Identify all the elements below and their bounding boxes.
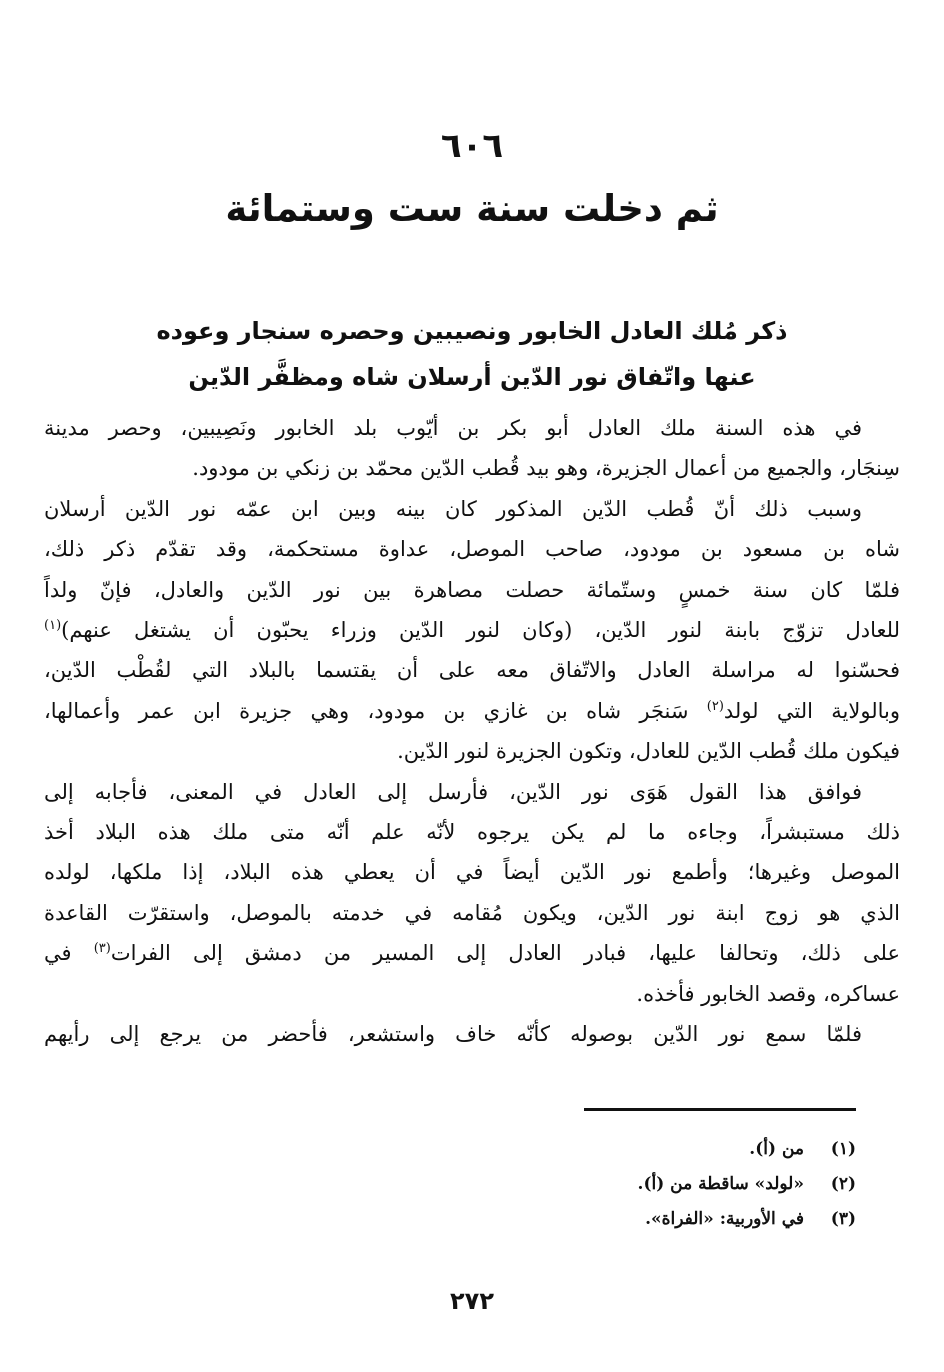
text-line: الذي هو زوج ابنة نور الدّين، ويكون مُقامه في خدمته بالموصل، واستقرّت القاعدة <box>44 900 900 925</box>
footnote <box>336 1167 856 1202</box>
text-line <box>44 691 900 731</box>
footnote <box>336 1132 856 1167</box>
text-line: وسبب ذلك أنّ قُطب الدّين المذكور كان بينه وبين ابن عمّه نور الدّين أرسلان <box>44 496 862 521</box>
footnote-text: «لولد» ساقطة من (أ). <box>637 1174 804 1194</box>
text-line: فيكون ملك قُطب الدّين للعادل، وتكون الجزيرة لنور الدّين. <box>397 739 900 764</box>
paragraph <box>44 408 900 489</box>
body-text <box>44 408 900 1055</box>
text-line: ذلك مستبشراً، وجاءه ما لم يكن يرجوه لأنّه علم أنّه متى ملك هذه البلاد أخذ <box>44 820 900 845</box>
footnote <box>336 1202 856 1237</box>
footnote-ref[interactable]: (٢) <box>706 698 724 714</box>
text-segment: وبالولاية التي لولد <box>723 698 900 723</box>
footnote-ref[interactable]: (١) <box>44 618 62 634</box>
section-title <box>120 308 824 400</box>
text-segment: سَنجَر شاه بن غازي بن مودود، وهي جزيرة ابن عمر وأعمالها، <box>44 698 707 723</box>
footnote-number: (٣) <box>830 1209 856 1229</box>
footnote-number: (١) <box>830 1139 856 1159</box>
text-line: شاه بن مسعود بن مودود، صاحب الموصل، عداوة مستحكمة، وقد تقدّم ذكر ذلك، <box>44 537 900 562</box>
text-line: فوافق هذا القول هَوَى نور الدّين، فأرسل إلى العادل في المعنى، فأجابه إلى <box>44 779 862 804</box>
text-line: سِنجَار، والجميع من أعمال الجزيرة، وهو بيد قُطب الدّين محمّد بن زنكي بن مودود. <box>192 456 900 481</box>
page-number: ٢٧٢ <box>450 1287 494 1315</box>
text-line: الموصل وغيرها؛ وأطمع نور الدّين أيضاً في أن يعطي هذه البلاد، إذا ملكها، لولده <box>44 860 900 885</box>
paragraph <box>44 1014 900 1054</box>
footnote-ref[interactable]: (٣) <box>93 941 111 957</box>
text-line <box>44 933 900 973</box>
footnote-text: في الأوربية: «الفراة». <box>645 1209 804 1229</box>
paragraph <box>44 772 900 1014</box>
footnote-divider <box>584 1108 856 1111</box>
text-line: فحسّنوا له مراسلة العادل والاتّفاق معه على أن يقتسما بالبلاد التي لقُطْب الدّين، <box>44 658 900 683</box>
chapter-title: ثم دخلت سنة ست وستمائة <box>225 187 719 230</box>
text-segment: للعادل تزوّج بابنة لنور الدّين، (وكان لنور الدّين وزراء يحبّون أن يشتغل عنهم) <box>61 618 900 643</box>
text-line: في هذه السنة ملك العادل أبو بكر بن أيّوب بلد الخابور ونَصِيبين، وحصر مدينة <box>44 416 862 440</box>
section-title-line: عنها واتّفاق نور الدّين أرسلان شاه ومظفَّر الدّين <box>188 363 756 391</box>
footnotes <box>336 1132 856 1237</box>
text-line: فلمّا كان سنة خمسٍ وستّمائة حصلت مصاهرة بين نور الدّين والعادل، فإنّ ولداً <box>44 577 900 602</box>
text-segment: في <box>44 941 94 966</box>
footnote-number: (٢) <box>830 1174 856 1194</box>
footnote-text: من (أ). <box>749 1139 804 1159</box>
text-segment: على ذلك، وتحالفا عليها، فبادر العادل إلى المسير من دمشق إلى الفرات <box>110 941 901 966</box>
text-line <box>44 610 900 650</box>
section-title-line: ذكر مُلك العادل الخابور ونصيبين وحصره سنجار وعوده <box>156 317 788 345</box>
text-line: فلمّا سمع نور الدّين بوصوله كأنّه خاف واستشعر، فأحضر من يرجع إلى رأيهم <box>44 1022 862 1047</box>
year-heading: ٦٠٦ <box>440 126 504 166</box>
text-line: عساكره، وقصد الخابور فأخذه. <box>636 981 900 1006</box>
paragraph <box>44 489 900 772</box>
